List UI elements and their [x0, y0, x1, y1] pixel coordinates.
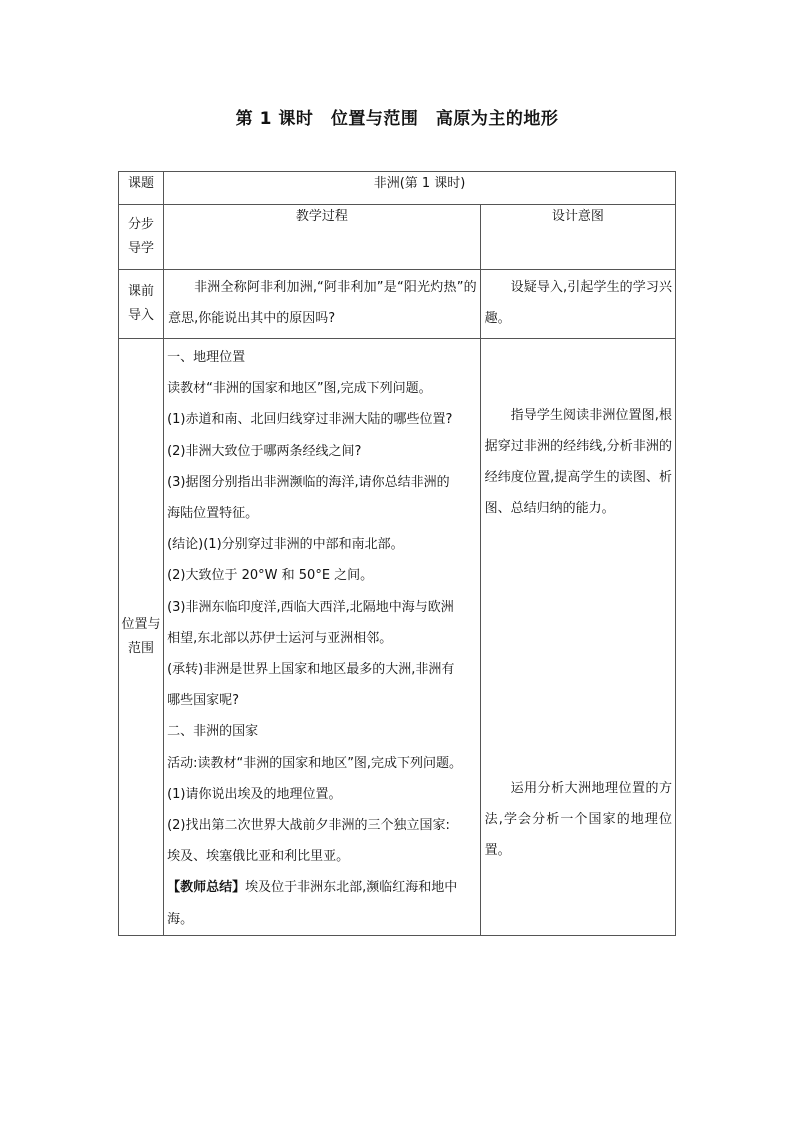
- teacher-summary-end: 海。: [167, 911, 194, 927]
- process-line: (1)赤道和南、北回归线穿过非洲大陆的哪些位置?: [167, 412, 453, 428]
- intro-label: 课前 导入: [119, 270, 164, 339]
- process-line: 一、地理位置: [167, 350, 246, 365]
- process-line: 相望,东北部以苏伊士运河与亚洲相邻。: [167, 630, 393, 646]
- process-header: 教学过程: [164, 205, 481, 270]
- process-line: 读教材“非洲的国家和地区”图,完成下列问题。: [167, 381, 432, 397]
- teacher-summary-tag: 【教师总结】: [167, 880, 246, 896]
- process-line: (2)非洲大致位于哪两条经线之间?: [167, 443, 362, 459]
- topic-label: 课题: [119, 172, 164, 205]
- position-label: 位置与 范围: [119, 339, 164, 936]
- process-line: 海陆位置特征。: [167, 506, 259, 522]
- process-line: 埃及、埃塞俄比亚和利比里亚。: [167, 849, 350, 865]
- process-line: (3)据图分别指出非洲濒临的海洋,请你总结非洲的: [167, 474, 450, 490]
- topic-row: [119, 172, 676, 205]
- intro-row: [119, 270, 676, 339]
- process-line: (2)大致位于 20°W 和 50°E 之间。: [167, 568, 374, 584]
- position-row: [119, 339, 676, 936]
- intro-intent-text: 设疑导入,引起学生的学习兴趣。: [484, 280, 672, 326]
- teacher-summary: 【教师总结】埃及位于非洲东北部,濒临红海和地中: [167, 880, 458, 896]
- intent-header: 设计意图: [480, 205, 675, 270]
- header-row: [119, 205, 676, 270]
- country-intent-text: 运用分析大洲地理位置的方法,学会分析一个国家的地理位置。: [484, 781, 672, 858]
- process-line: 哪些国家呢?: [167, 693, 239, 709]
- process-line: 二、非洲的国家: [167, 724, 259, 740]
- process-line: (2)找出第二次世界大战前夕非洲的三个独立国家:: [167, 818, 450, 834]
- page-title: 第 1 课时 位置与范围 高原为主的地形: [235, 109, 559, 129]
- process-line: 活动:读教材“非洲的国家和地区”图,完成下列问题。: [167, 755, 463, 771]
- position-intent-text: 指导学生阅读非洲位置图,根据穿过非洲的经纬线,分析非洲的经纬度位置,提高学生的读图、析图、总结归纳的能力。: [484, 408, 672, 516]
- intro-process-text: 非洲全称阿非利加洲,“阿非利加”是“阳光灼热”的意思,你能说出其中的原因吗?: [168, 280, 477, 326]
- process-line: (1)请你说出埃及的地理位置。: [167, 786, 342, 802]
- step-label: 分步 导学: [119, 205, 164, 270]
- process-line: (3)非洲东临印度洋,西临大西洋,北隔地中海与欧洲: [167, 599, 454, 615]
- lesson-plan-table: [118, 171, 676, 936]
- process-line: (结论)(1)分别穿过非洲的中部和南北部。: [167, 537, 404, 553]
- topic-value: 非洲(第 1 课时): [164, 172, 676, 205]
- process-line: (承转)非洲是世界上国家和地区最多的大洲,非洲有: [167, 662, 455, 678]
